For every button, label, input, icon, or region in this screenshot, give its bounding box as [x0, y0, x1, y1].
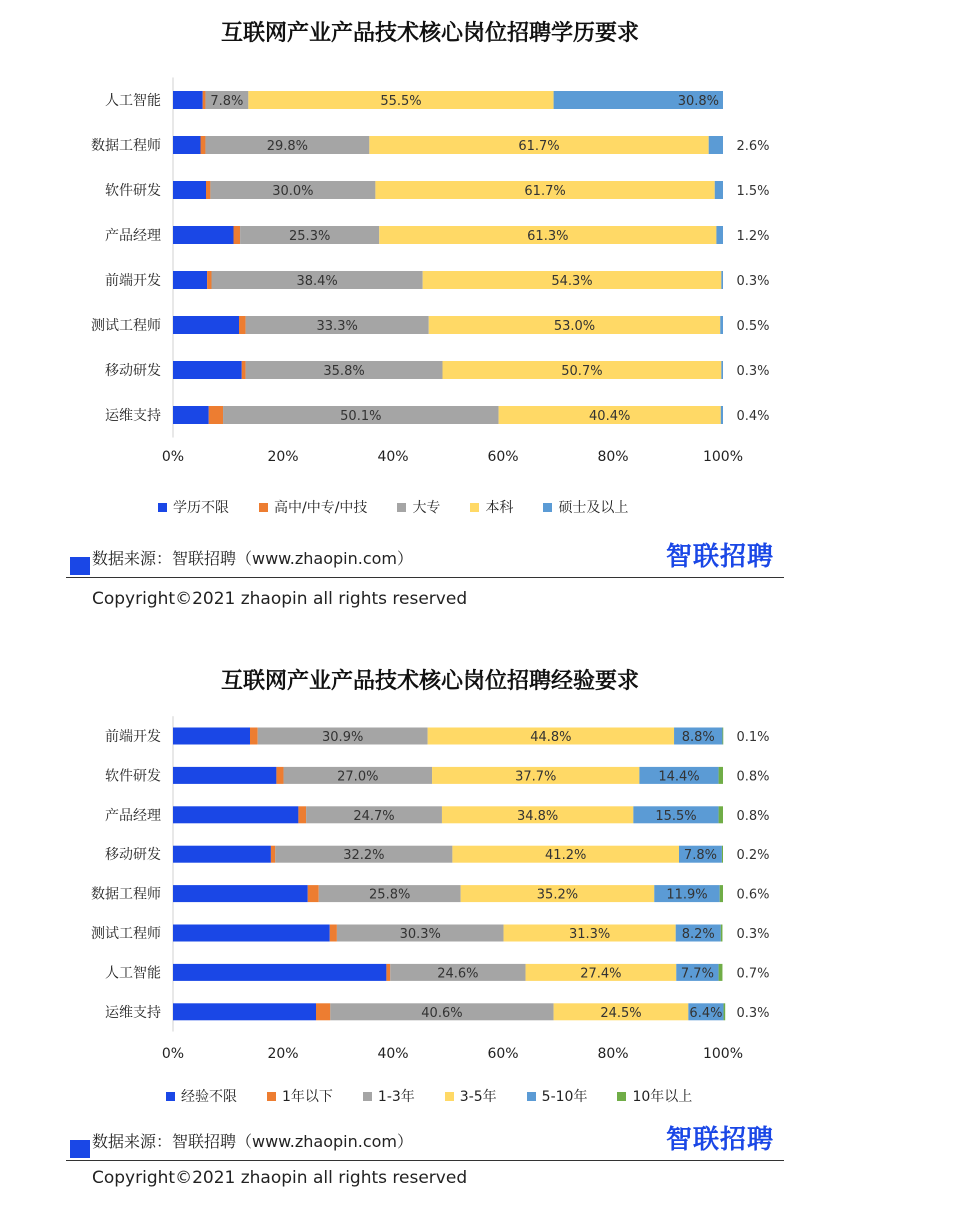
- data-label: 25.3%: [289, 229, 331, 244]
- bar-segment: [173, 846, 271, 863]
- x-tick-label: 0%: [161, 449, 185, 465]
- legend-item: [397, 497, 440, 517]
- legend-label: 经验不限: [181, 1089, 237, 1105]
- legend-item: [166, 1086, 237, 1106]
- bar-segment: [173, 91, 203, 109]
- legend-label: 10年以上: [632, 1089, 693, 1105]
- legend-item: [363, 1086, 415, 1106]
- legend-label: 1-3年: [377, 1089, 415, 1105]
- chart-2-source-row: [66, 1120, 784, 1161]
- data-label: 15.5%: [655, 808, 697, 824]
- data-label: 40.4%: [589, 409, 631, 424]
- bar-segment: [234, 226, 241, 244]
- bar-segment: [276, 767, 283, 784]
- data-label: 0.2%: [736, 848, 770, 864]
- bar-segment: [239, 316, 246, 334]
- data-label: 2.6%: [736, 139, 770, 154]
- chart-1-source-row: [66, 537, 784, 578]
- chart-1-plot: [0, 72, 860, 552]
- legend-swatch: [527, 1092, 536, 1101]
- category-label: 运维支持: [105, 408, 161, 424]
- x-tick-label: 20%: [267, 449, 299, 465]
- bar-segment: [173, 1003, 316, 1020]
- legend-swatch: [267, 1092, 276, 1101]
- bar-segment: [721, 925, 723, 942]
- legend-swatch: [363, 1092, 372, 1101]
- legend-swatch: [470, 503, 479, 512]
- bar-segment: [173, 925, 330, 942]
- bar-segment: [207, 271, 211, 289]
- chart-1-legend: [158, 497, 658, 517]
- bar-segment: [173, 964, 386, 981]
- category-label: 数据工程师: [91, 886, 161, 903]
- x-tick-label: 60%: [487, 1046, 519, 1062]
- bar-segment: [173, 136, 201, 154]
- data-label: 30.9%: [322, 730, 364, 745]
- legend-swatch: [158, 503, 167, 512]
- bar-segment: [720, 316, 723, 334]
- bar-segment: [201, 136, 206, 154]
- bar-segment: [173, 767, 276, 784]
- x-tick-label: 80%: [597, 1046, 629, 1062]
- data-label: 0.3%: [736, 274, 770, 289]
- legend-label: 本科: [485, 500, 514, 516]
- bar-segment: [720, 885, 723, 902]
- data-label: 38.4%: [296, 274, 338, 289]
- bar-segment: [719, 964, 723, 981]
- legend-swatch: [543, 503, 552, 512]
- category-label: 数据工程师: [91, 138, 161, 154]
- chart-1-title: 互联网产业产品技术核心岗位招聘学历要求: [220, 21, 639, 46]
- bar-segment: [722, 728, 723, 745]
- bar-segment: [271, 846, 275, 863]
- legend-item: [543, 497, 628, 517]
- zhaopin-logo: 智联招聘: [665, 1125, 774, 1155]
- x-tick-label: 60%: [487, 449, 519, 465]
- category-label: 前端开发: [105, 729, 161, 745]
- legend-label: 1年以下: [282, 1089, 333, 1105]
- legend-label: 3-5年: [459, 1089, 497, 1105]
- bar-segment: [173, 728, 250, 745]
- data-label: 8.2%: [681, 927, 715, 942]
- bar-segment: [173, 226, 234, 244]
- bar-segment: [721, 271, 723, 289]
- bar-segment: [316, 1003, 330, 1020]
- data-label: 0.4%: [736, 409, 770, 424]
- data-label: 61.7%: [518, 139, 560, 154]
- data-label: 0.7%: [736, 966, 770, 982]
- data-label: 7.8%: [683, 848, 717, 864]
- data-label: 30.8%: [677, 94, 719, 109]
- data-label: 8.8%: [681, 730, 715, 745]
- bar-segment: [722, 846, 723, 863]
- data-label: 27.0%: [337, 769, 379, 785]
- data-label: 6.4%: [689, 1005, 723, 1021]
- category-label: 测试工程师: [91, 926, 161, 942]
- data-label: 34.8%: [516, 808, 559, 824]
- zhaopin-logo: 智联招聘: [665, 542, 774, 572]
- data-label: 0.8%: [736, 769, 770, 785]
- data-label: 7.8%: [210, 94, 244, 109]
- bar-segment: [173, 885, 308, 902]
- legend-label: 学历不限: [173, 500, 229, 516]
- bar-segment: [715, 181, 723, 199]
- chart-2-legend: [166, 1086, 722, 1106]
- chart-1-source: 数据来源：智联招聘（www.zhaopin.com）: [92, 549, 414, 568]
- bar-segment: [716, 226, 723, 244]
- data-label: 24.5%: [600, 1005, 642, 1021]
- legend-item: [158, 497, 229, 517]
- data-label: 25.8%: [369, 887, 411, 903]
- chart-2-source: 数据来源：智联招聘（www.zhaopin.com）: [92, 1132, 414, 1151]
- data-label: 55.5%: [380, 94, 422, 109]
- bar-segment: [330, 925, 337, 942]
- data-label: 24.7%: [353, 808, 395, 824]
- bar-segment: [203, 91, 206, 109]
- data-label: 29.8%: [266, 139, 309, 154]
- legend-item: [527, 1086, 588, 1106]
- x-tick-label: 100%: [702, 449, 744, 465]
- data-label: 35.8%: [323, 364, 365, 379]
- chart-2-plot: [0, 714, 860, 1094]
- category-label: 移动研发: [105, 363, 161, 379]
- data-label: 31.3%: [568, 927, 611, 942]
- data-label: 30.0%: [272, 184, 314, 199]
- legend-swatch: [617, 1092, 626, 1101]
- category-label: 人工智能: [105, 965, 161, 982]
- category-label: 软件研发: [105, 183, 161, 199]
- bar-segment: [173, 806, 298, 823]
- bar-segment: [724, 1003, 726, 1020]
- data-label: 7.7%: [680, 966, 714, 982]
- data-label: 11.9%: [666, 887, 708, 903]
- data-label: 61.3%: [527, 229, 569, 244]
- category-label: 测试工程师: [91, 318, 161, 334]
- data-label: 37.7%: [515, 769, 557, 785]
- bar-segment: [206, 181, 210, 199]
- legend-item: [470, 497, 513, 517]
- data-label: 50.1%: [340, 409, 382, 424]
- category-label: 产品经理: [105, 807, 161, 824]
- x-tick-label: 0%: [161, 1046, 185, 1062]
- data-label: 1.2%: [736, 229, 770, 244]
- data-label: 27.4%: [580, 966, 622, 982]
- data-label: 50.7%: [561, 364, 603, 379]
- source-marker-icon: [70, 1140, 90, 1158]
- bar-segment: [721, 406, 723, 424]
- legend-label: 大专: [412, 500, 441, 516]
- x-tick-label: 100%: [702, 1046, 744, 1062]
- bar-segment: [308, 885, 319, 902]
- x-tick-label: 40%: [377, 1046, 409, 1062]
- data-label: 54.3%: [551, 274, 593, 289]
- legend-swatch: [445, 1092, 454, 1101]
- bar-segment: [298, 806, 306, 823]
- bar-segment: [386, 964, 390, 981]
- bar-segment: [173, 316, 239, 334]
- source-marker-icon: [70, 557, 90, 575]
- category-label: 运维支持: [105, 1004, 161, 1021]
- bar-segment: [719, 767, 723, 784]
- data-label: 30.3%: [399, 927, 441, 942]
- legend-label: 硕士及以上: [558, 500, 629, 516]
- data-label: 0.8%: [736, 808, 770, 824]
- legend-item: [617, 1086, 692, 1106]
- data-label: 0.3%: [736, 364, 770, 379]
- category-label: 产品经理: [105, 228, 161, 244]
- legend-item: [267, 1086, 333, 1106]
- bar-segment: [709, 136, 723, 154]
- bar-segment: [719, 806, 723, 823]
- data-label: 0.3%: [736, 927, 770, 942]
- bar-segment: [721, 361, 723, 379]
- data-label: 61.7%: [524, 184, 566, 199]
- data-label: 41.2%: [545, 848, 587, 864]
- data-label: 35.2%: [536, 887, 579, 903]
- data-label: 1.5%: [736, 184, 770, 199]
- x-tick-label: 20%: [267, 1046, 299, 1062]
- category-label: 移动研发: [105, 847, 161, 864]
- data-label: 0.1%: [736, 730, 770, 745]
- bar-segment: [173, 181, 206, 199]
- data-label: 0.6%: [736, 887, 770, 903]
- bar-segment: [173, 406, 209, 424]
- chart-1-copyright: Copyright©2021 zhaopin all rights reserved: [92, 589, 468, 609]
- x-tick-label: 40%: [377, 449, 409, 465]
- legend-swatch: [259, 503, 268, 512]
- x-tick-label: 80%: [597, 449, 629, 465]
- bar-segment: [250, 728, 258, 745]
- category-label: 软件研发: [105, 768, 161, 785]
- data-label: 14.4%: [658, 769, 700, 785]
- bar-segment: [173, 271, 207, 289]
- data-label: 33.3%: [316, 319, 358, 334]
- chart-2-copyright: Copyright©2021 zhaopin all rights reserved: [92, 1168, 468, 1188]
- data-label: 24.6%: [437, 966, 479, 982]
- data-label: 0.5%: [736, 319, 770, 334]
- category-label: 人工智能: [105, 93, 161, 109]
- bar-segment: [173, 361, 242, 379]
- data-label: 0.3%: [736, 1005, 770, 1021]
- legend-item: [445, 1086, 497, 1106]
- chart-2-title: 互联网产业产品技术核心岗位招聘经验要求: [220, 669, 639, 694]
- legend-label: 5-10年: [541, 1089, 588, 1105]
- legend-swatch: [166, 1092, 175, 1101]
- data-label: 44.8%: [530, 730, 572, 745]
- bar-segment: [242, 361, 246, 379]
- legend-item: [259, 497, 367, 517]
- legend-swatch: [397, 503, 406, 512]
- data-label: 40.6%: [421, 1005, 463, 1021]
- bar-segment: [209, 406, 223, 424]
- category-label: 前端开发: [105, 273, 161, 289]
- legend-label: 高中/中专/中技: [274, 500, 368, 516]
- data-label: 53.0%: [553, 319, 596, 334]
- data-label: 32.2%: [343, 848, 385, 864]
